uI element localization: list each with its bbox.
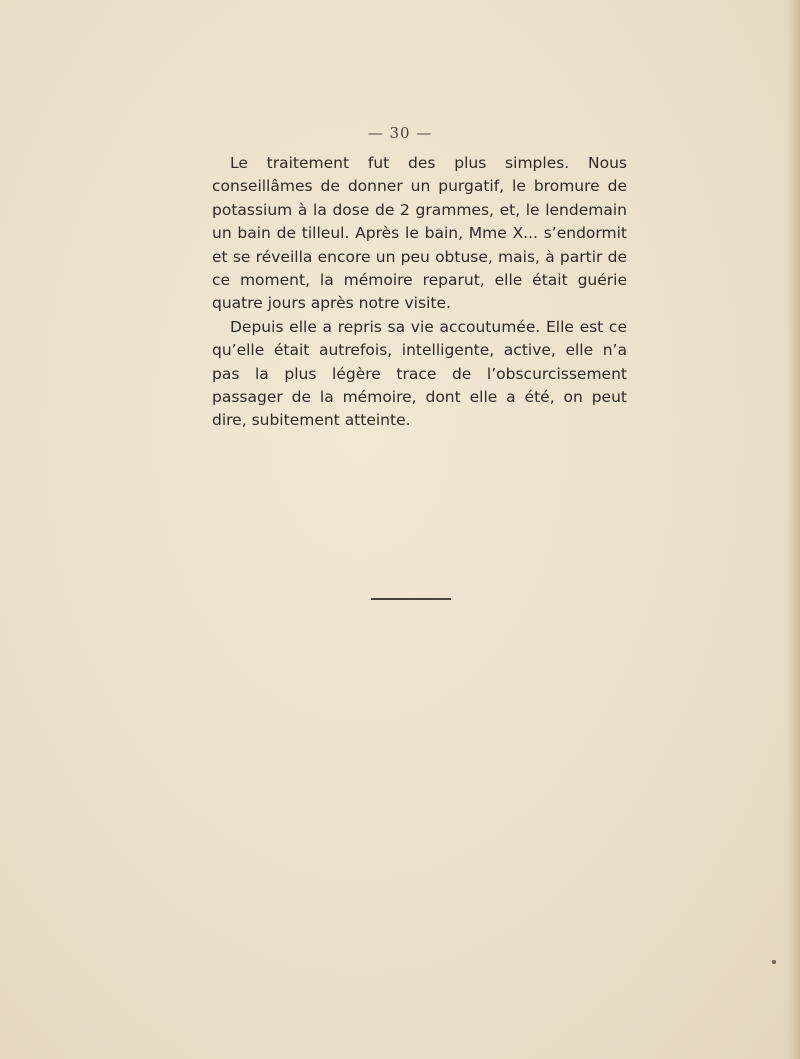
section-divider: [371, 598, 451, 600]
paragraph-1: Le traitement fut des plus simples. Nous conseillâmes de donner un purgatif, le bromure de potassium à la dose de 2 grammes, et, le lendemain un bain de tilleul. Après le bain, Mme X... s’endormit et se réveilla encore un peu obtuse, mais, à partir de ce moment, la mémoire reparut, elle était guérie quatre jours après notre visite.: [212, 154, 627, 313]
paper-speck: [772, 960, 776, 964]
page-number: — 30 —: [367, 124, 433, 142]
page-edge: [786, 0, 800, 1059]
paragraph-2: Depuis elle a repris sa vie accoutumée. Elle est ce qu’elle était autrefois, intelligente, active, elle n’a pas la plus légère trace de l’obscurcissement passager de la mémoire, dont elle a été, on peut dire, subitement atteinte.: [212, 317, 627, 430]
body-text: [212, 152, 627, 433]
